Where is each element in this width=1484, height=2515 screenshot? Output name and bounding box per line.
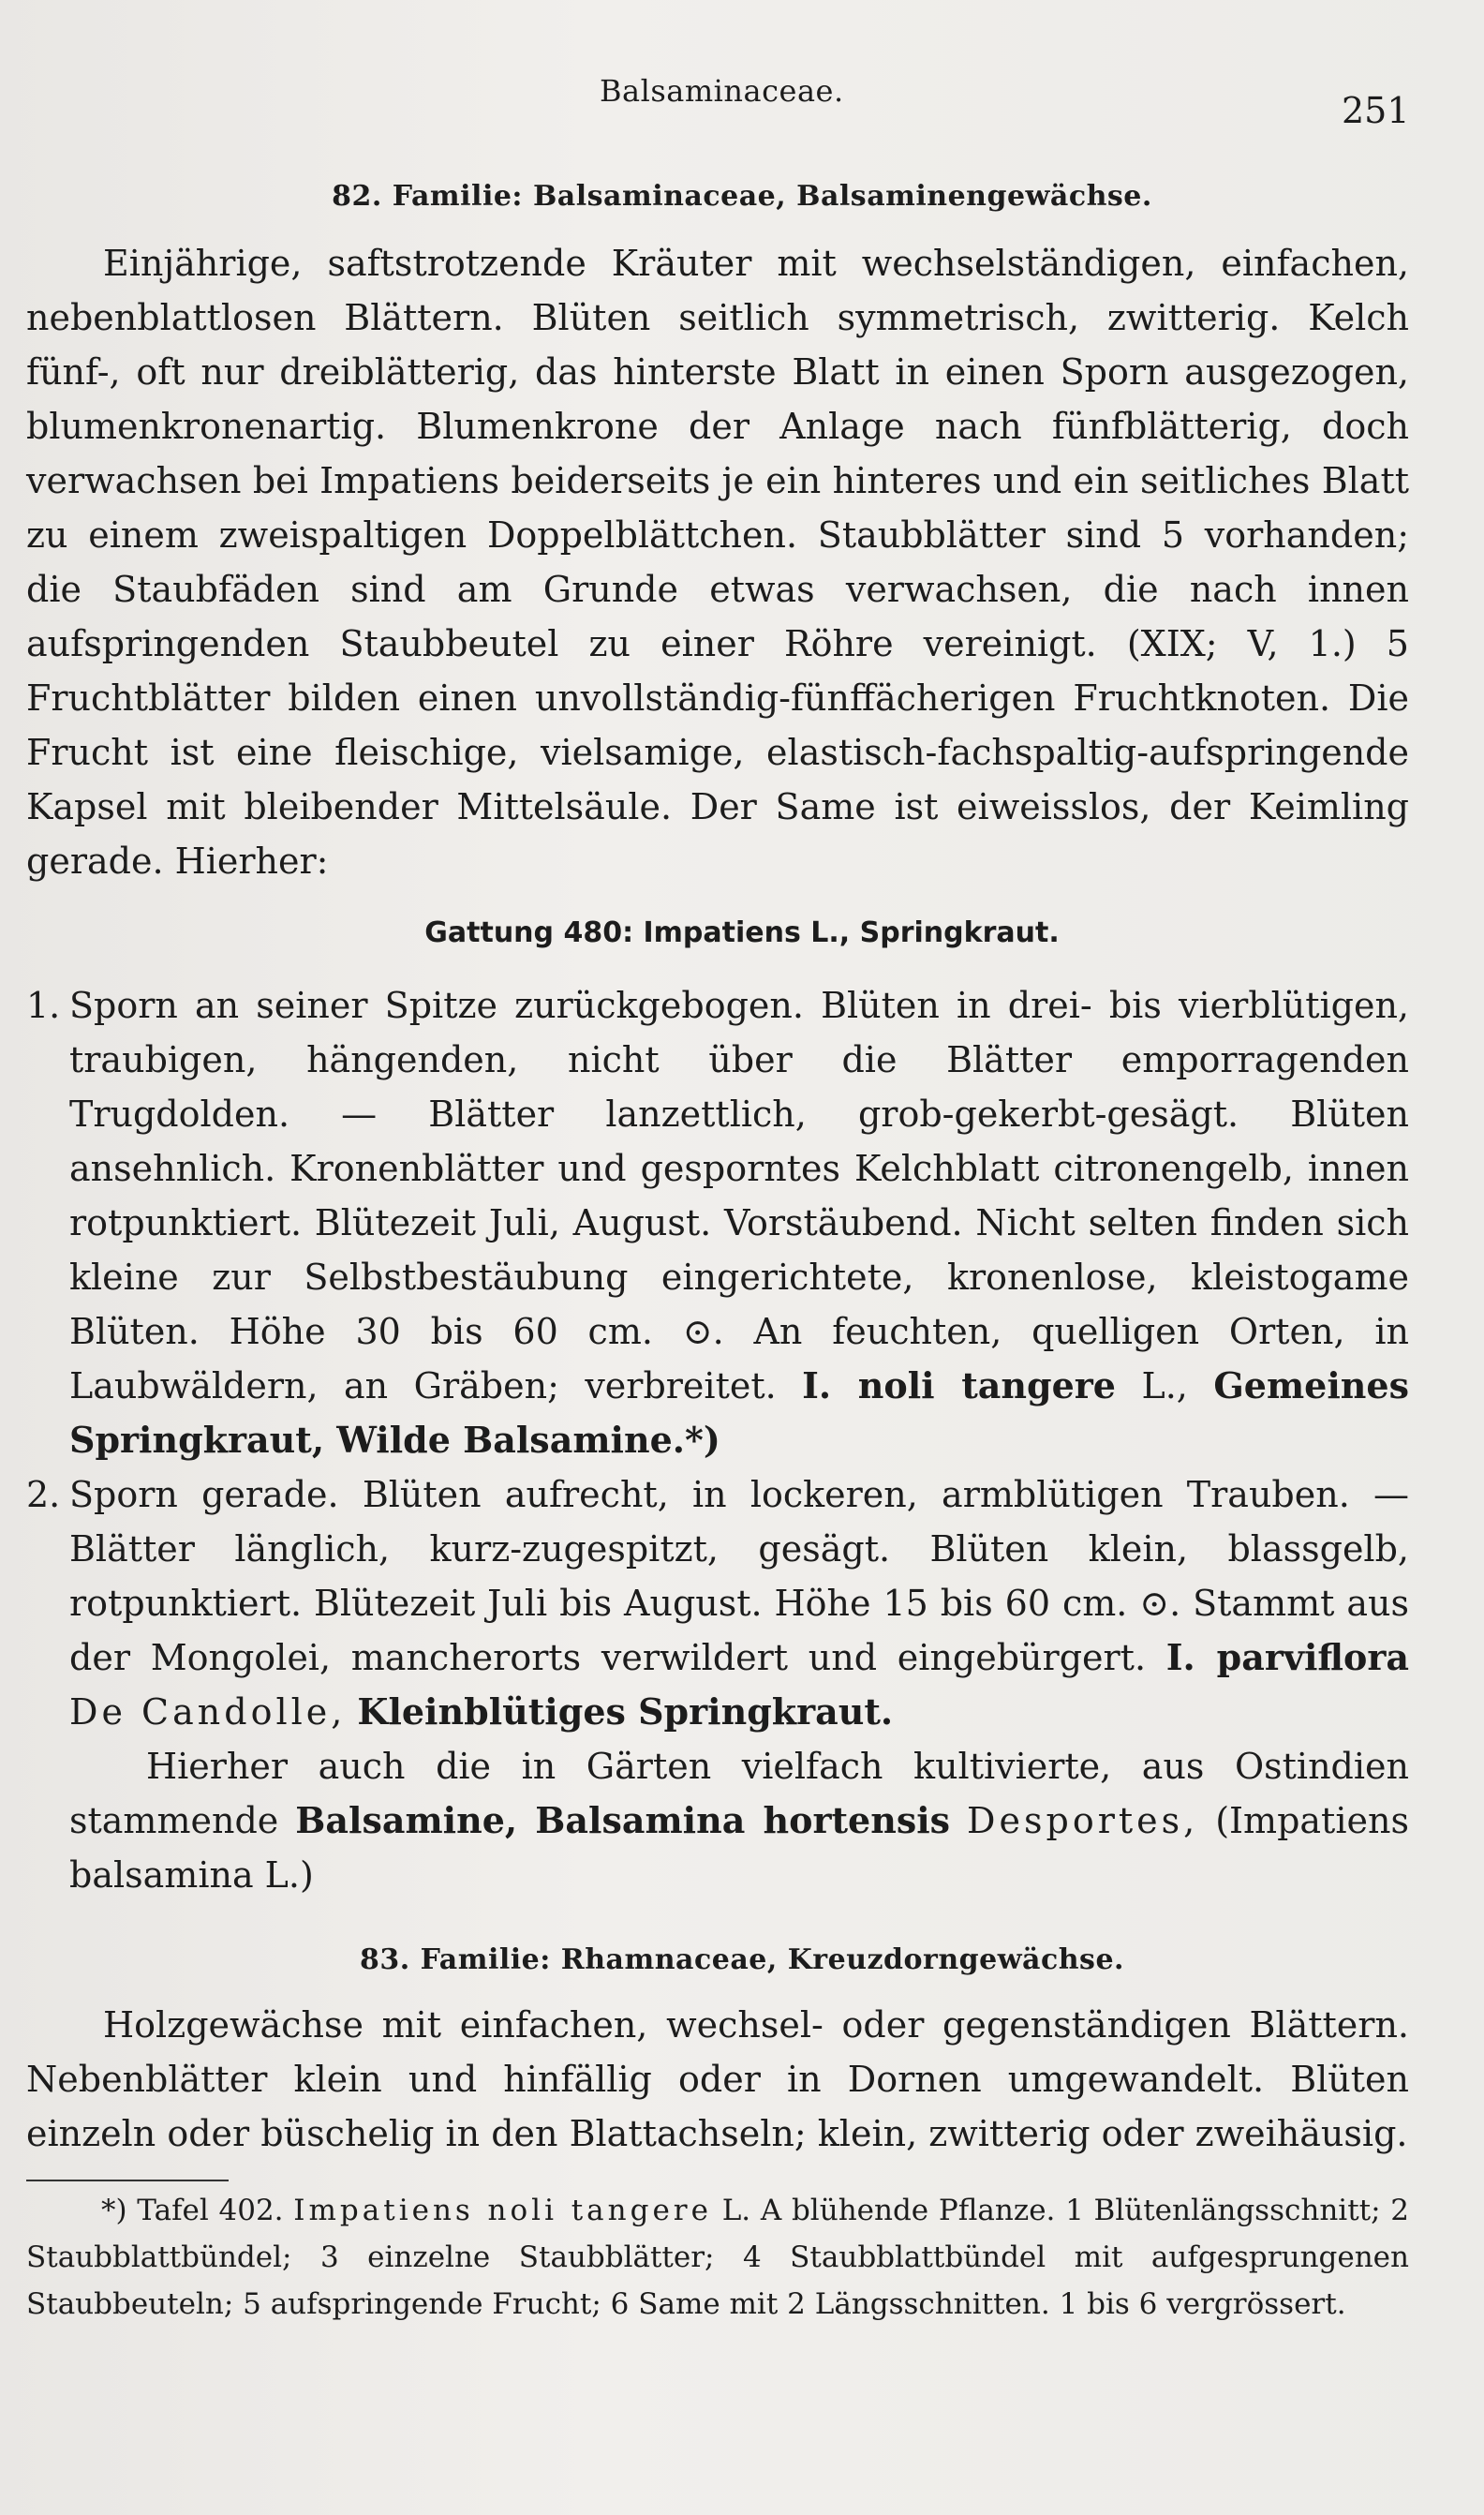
- family-82-description: Einjährige, saftstrotzende Kräuter mit wechselständigen, einfachen, nebenblattlosen Blättern. Blüten seitlich symmetrisch, zwitterig. Kelch fünf-, oft nur dreiblätterig, das hinterste Blatt in einen Sporn ausgezogen, blumenkronenartig. Blumenkrone der Anlage nach fünfblätterig, doch verwachsen bei Impatiens beiderseits je ein hinteres und ein seitliches Blatt zu einem zweispaltigen Doppelblättchen. Staubblätter sind 5 vorhanden; die Staubfäden sind am Grunde etwas verwachsen, die nach innen aufspringenden Staubbeutel zu einer Röhre vereinigt. (XIX; V, 1.) 5 Fruchtblätter bilden einen unvollständig-fünffächerigen Fruchtknoten. Die Frucht ist eine fleischige, vielsamige, elastisch-fachspaltig-aufspringende Kapsel mit bleibender Mittelsäule. Der Same ist eiweisslos, der Keimling gerade. Hierher:: [26, 243, 1409, 882]
- key-item-1-text: Sporn an seiner Spitze zurückgebogen. Blüten in drei- bis vierblütigen, traubigen, hängenden, nicht über die Blätter emporragenden Trugdolden. — Blätter lanzettlich, grob-gekerbt-gesägt. Blüten ansehnlich. Kronenblätter und gesporntes Kelchblatt citronengelb, innen rotpunktiert. Blütezeit Juli, August. Vorstäubend. Nicht selten finden sich kleine zur Selbstbestäubung eingerichtete, kronenlose, kleistogame Blüten. Höhe 30 bis 60 cm. ⊙. An feuchten, quelligen Orten, in Laubwäldern, an Gräben; verbreitet.: [69, 985, 1409, 1406]
- key-item-1-species: I. noli tangere: [802, 1364, 1116, 1406]
- footnote: [26, 2187, 1409, 2328]
- page-number: 251: [1342, 90, 1410, 131]
- family-82-description-block: [26, 236, 1409, 888]
- family-83-description-block: [26, 1998, 1409, 2161]
- balsamine-note-author: Desportes,: [967, 1800, 1199, 1841]
- key-item-2-text: Sporn gerade. Blüten aufrecht, in lockeren, armblütigen Trauben. — Blätter länglich, kurz-zugespitzt, gesägt. Blüten klein, blassgelb, rotpunktiert. Blütezeit Juli bis August. Höhe 15 bis 60 cm. ⊙. Stammt aus der Mongolei, mancherorts verwildert und eingebürgert.: [69, 1474, 1409, 1678]
- balsamine-note: [26, 1739, 1409, 1902]
- running-title: Balsaminaceae.: [600, 73, 844, 109]
- key-item-2-species: I. parviflora: [1165, 1636, 1409, 1678]
- family-83-heading: 83. Familie: Rhamnaceae, Kreuzdorngewächse.: [360, 1943, 1124, 1976]
- key-item-2-number: 2.: [26, 1474, 61, 1515]
- family-83-description: Holzgewächse mit einfachen, wechsel- oder gegenständigen Blättern. Nebenblätter klein und hinfällig oder in Dornen umgewandelt. Blüten einzeln oder büschelig in den Blattachseln; klein, zwitterig oder zweihäusig.: [26, 2004, 1409, 2154]
- footnote-text: L. A blühende Pflanze. 1 Blütenlängsschnitt; 2 Staubblattbündel; 3 einzelne Staubblätter; 4 Staubblattbündel mit aufgesprungenen Staubbeuteln; 5 aufspringende Frucht; 6 Same mit 2 Längsschnitten. 1 bis 6 vergrössert.: [26, 2194, 1410, 2321]
- key-item-2-common-name: Kleinblütiges Springkraut.: [357, 1690, 894, 1733]
- key-item-2: [26, 1467, 1409, 1739]
- key-item-1-common-name: Gemeines Springkraut, Wilde Balsamine.*): [69, 1364, 1409, 1461]
- key-item-1-author: L.,: [1141, 1365, 1188, 1406]
- key-item-2-author: De Candolle,: [69, 1691, 347, 1733]
- genus-480-heading: Gattung 480: Impatiens L., Springkraut.: [424, 916, 1060, 949]
- key-item-1: [26, 978, 1409, 1467]
- balsamine-note-name: Balsamine, Balsamina hortensis: [295, 1799, 951, 1841]
- genus-480-key: [26, 978, 1409, 1902]
- footnote-marker: *) Tafel 402.: [101, 2194, 284, 2227]
- balsamine-note-text: Hierher auch die in Gärten vielfach kultivierte, aus Ostindien stammende: [69, 1746, 1409, 1841]
- key-item-1-number: 1.: [26, 985, 61, 1026]
- footnote-species: Impatiens noli tangere: [293, 2194, 712, 2227]
- family-82-heading: 82. Familie: Balsaminaceae, Balsaminengewächse.: [332, 180, 1152, 213]
- footnote-divider: [26, 2180, 229, 2181]
- balsamine-note-synonym: (Impatiens balsamina L.): [69, 1800, 1409, 1896]
